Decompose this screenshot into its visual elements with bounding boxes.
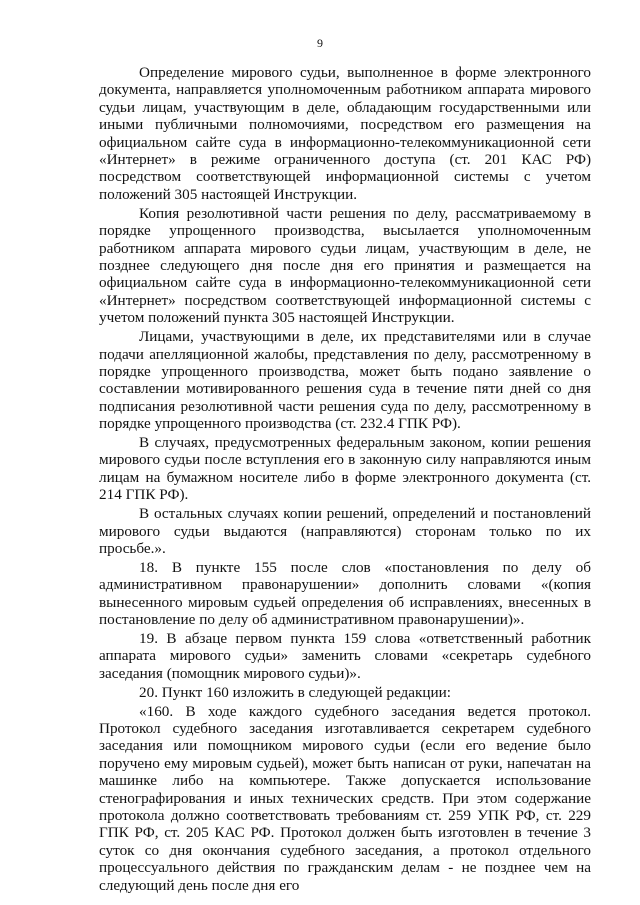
page-number: 9 <box>317 36 323 50</box>
paragraph: 18. В пункте 155 после слов «постановления по делу об административном правонарушении» дополнить словами «(копия вынесенного мировым судьей определения об исправлениях, внесенных в постановление по делу об административном правонарушении)». <box>99 558 591 629</box>
paragraph: В остальных случаях копии решений, определений и постановлений мирового судьи выдаются (направляются) сторонам только по их просьбе.». <box>99 505 591 557</box>
paragraph: Определение мирового судьи, выполненное в форме электронного документа, направляется уполномоченным работником аппарата мирового судьи лицам, участвующим в деле, обладающим государственными или иными публичными полномочиями, посредством его размещения на официальном сайте суда в информационно-телекоммуникационной сети «Интернет» в режиме ограниченного доступа (ст. 201 КАС РФ) посредством соответствующей информационной системы с учетом положений 305 настоящей Инструкции. <box>99 64 591 203</box>
document-body <box>99 64 591 896</box>
paragraph: 19. В абзаце первом пункта 159 слова «ответственный работник аппарата мирового судьи» заменить словами «секретарь судебного заседания (помощник мирового судьи)». <box>99 630 591 682</box>
paragraph: Лицами, участвующими в деле, их представителями или в случае подачи апелляционной жалобы, представления по делу, рассмотренному в порядке упрощенного производства, может быть подано заявление о составлении мотивированного решения суда в течение пяти дней со дня подписания резолютивной части решения суда по делу, рассмотренному в порядке упрощенного производства (ст. 232.4 ГПК РФ). <box>99 328 591 433</box>
paragraph: 20. Пункт 160 изложить в следующей редакции: <box>139 683 452 701</box>
paragraph: Копия резолютивной части решения по делу, рассматриваемому в порядке упрощенного производства, высылается уполномоченным работником аппарата мирового судьи лицам, участвующим в деле, не позднее следующего дня после дня его принятия и размещается на официальном сайте суда в информационно-телекоммуникационной сети «Интернет» посредством соответствующей информационной системы с учетом положений пункта 305 настоящей Инструкции. <box>99 204 591 327</box>
paragraph: В случаях, предусмотренных федеральным законом, копии решения мирового судьи после вступления его в законную силу направляются иным лицам на бумажном носителе либо в форме электронного документа (ст. 214 ГПК РФ). <box>99 434 591 504</box>
paragraph: «160. В ходе каждого судебного заседания ведется протокол. Протокол судебного заседания изготавливается секретарем судебного заседания или помощником мирового судьи (если его ведение было поручено ему мировым судьей), может быть написан от руки, напечатан на машинке либо на компьютере. Также допускается использование стенографирования и иных технических средств. При этом содержание протокола должно соответствовать требованиям ст. 259 УПК РФ, ст. 229 ГПК РФ, ст. 205 КАС РФ. Протокол должен быть изготовлен в течение 3 суток со дня окончания судебного заседания, а протокол отдельного процессуального действия по гражданским делам - не позднее чем на следующий день после дня его <box>99 702 591 894</box>
